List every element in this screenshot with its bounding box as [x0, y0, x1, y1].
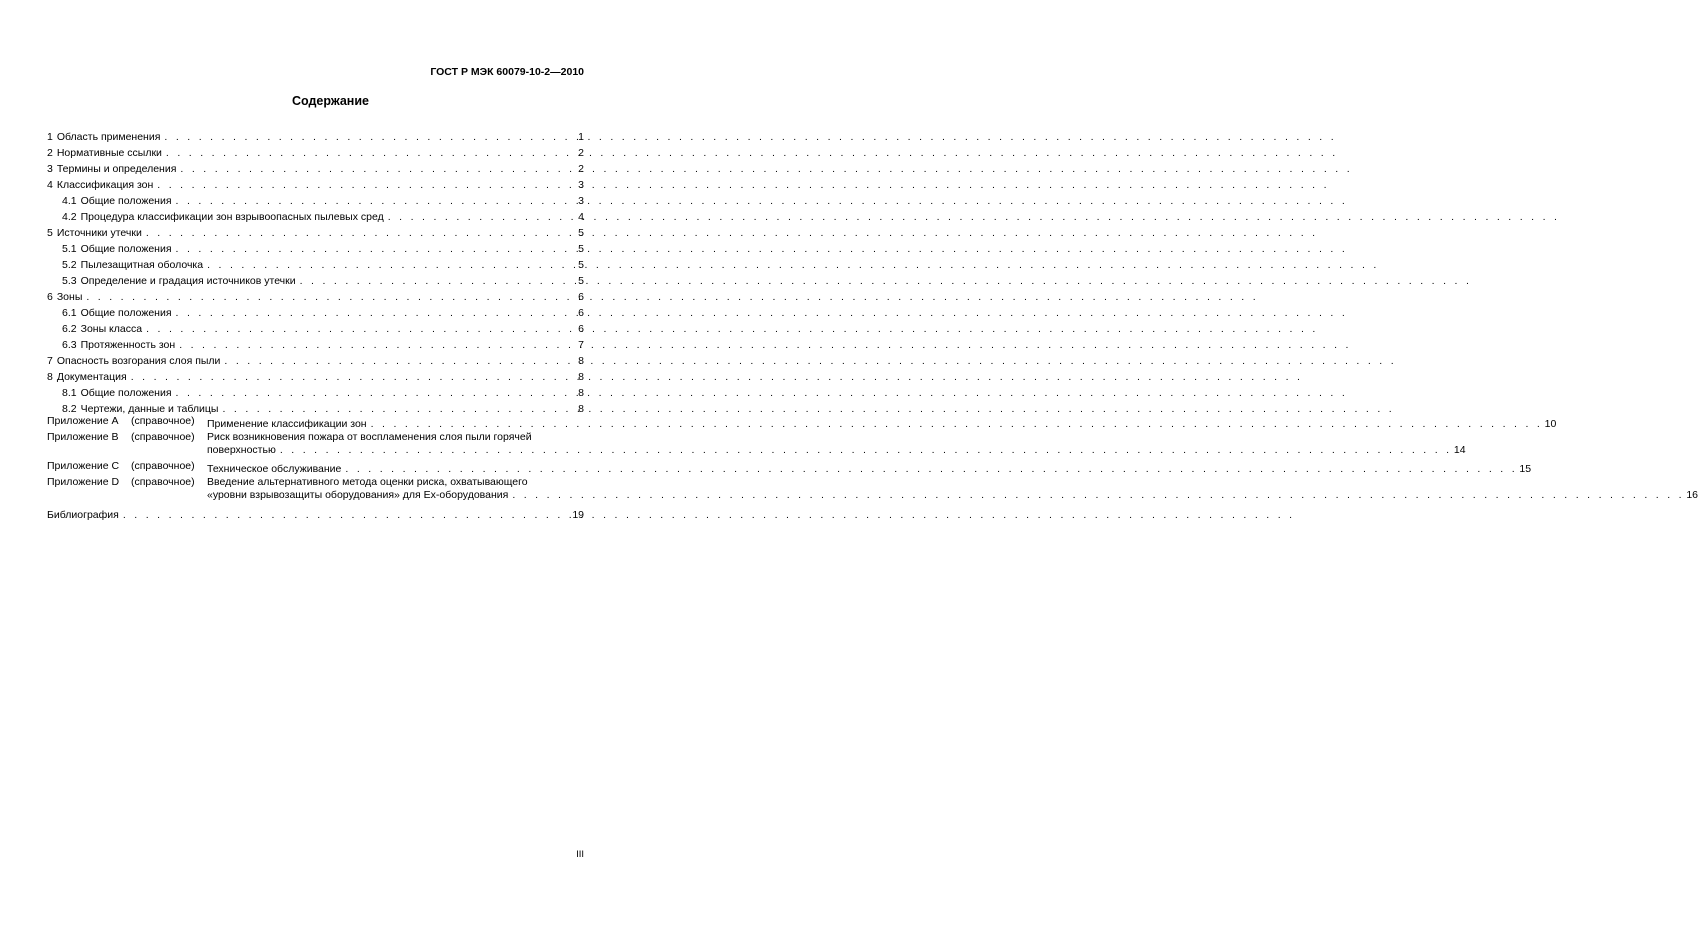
page-ref: 10 [1544, 418, 1557, 430]
leader-dots [371, 418, 1543, 431]
appendix-kind: (справочное) [131, 415, 195, 427]
toc-entry-page: 6 [578, 306, 584, 319]
toc-entry-page: 8 [578, 402, 584, 415]
toc-entry-title: Источники утечки [56, 226, 142, 239]
toc-entry[interactable] [47, 351, 584, 367]
toc-entry-page: 8 [578, 370, 584, 383]
appendix-line [207, 460, 1531, 476]
leader-dots [222, 403, 576, 416]
leader-dots [388, 211, 576, 224]
leader-dots [146, 227, 576, 240]
toc-entry-title: Нормативные ссылки [56, 146, 162, 159]
leader-dots [207, 259, 576, 272]
appendix-line [207, 444, 1466, 457]
toc-entry-number: 4.2 [62, 210, 77, 223]
toc-entry-title: Документация [56, 370, 127, 383]
toc-entry-page: 2 [578, 162, 584, 175]
leader-dots [176, 195, 577, 208]
toc-entry-number: 6.1 [62, 306, 77, 319]
toc-entry-title: Зоны [56, 290, 83, 303]
toc-entry-number: 4 [47, 178, 53, 191]
toc-entry-title: Общие положения [80, 386, 172, 399]
toc-entry-page: 6 [578, 322, 584, 335]
toc-entry-number: 5.1 [62, 242, 77, 255]
toc-entry[interactable] [47, 399, 584, 415]
toc-entry-title: Общие положения [80, 242, 172, 255]
toc-entry[interactable] [47, 207, 584, 223]
leader-dots [224, 355, 576, 368]
toc-entry-title: Процедура классификации зон взрывоопасных пылевых сред [80, 210, 384, 223]
bibliography-title: Библиография [47, 508, 119, 521]
toc-entry-number: 5.3 [62, 274, 77, 287]
page-ref: 15 [1519, 463, 1532, 475]
appendix-body [207, 415, 1556, 431]
appendix-label: Приложение А [47, 415, 119, 427]
leader-dots [300, 275, 577, 288]
toc-entry-number: 8 [47, 370, 53, 383]
page-number: III [576, 849, 584, 860]
toc-entry-title: Классификация зон [56, 178, 154, 191]
toc-entry-title: Опасность возгорания слоя пыли [56, 354, 221, 367]
toc-entry-page: 7 [578, 338, 584, 351]
appendix-title: Техническое обслуживание [207, 463, 342, 475]
leader-dots [176, 307, 577, 320]
leader-dots [123, 509, 570, 522]
leader-dots [86, 291, 576, 304]
toc-entry-title: Область применения [56, 130, 161, 143]
toc-entry-page: 5 [578, 258, 584, 271]
toc-entry-page: 5 [578, 226, 584, 239]
bibliography-entry[interactable] [47, 505, 584, 521]
toc-entry-number: 6.3 [62, 338, 77, 351]
toc-entry[interactable] [47, 191, 584, 207]
appendix-kind: (справочное) [131, 431, 195, 443]
page-ref: 16 [1686, 489, 1698, 501]
leader-dots [280, 444, 1452, 457]
page-title: Содержание [291, 94, 369, 108]
toc-entry-number: 7 [47, 354, 53, 367]
toc-entry[interactable] [47, 335, 584, 351]
leader-dots [157, 179, 576, 192]
toc-sections [47, 127, 584, 415]
leader-dots [176, 243, 577, 256]
toc-entry-title: Определение и градация источников утечки [80, 274, 296, 287]
appendix-line [207, 476, 1698, 489]
leader-dots [345, 463, 1517, 476]
appendix-body [207, 460, 1531, 476]
toc-entry-number: 6 [47, 290, 53, 303]
toc-entry-page: 8 [578, 386, 584, 399]
toc-entry-page: 4 [578, 210, 584, 223]
toc-entry-number: 1 [47, 130, 53, 143]
appendix-body [207, 476, 1698, 505]
leader-dots [179, 339, 576, 352]
toc-entry-page: 8 [578, 354, 584, 367]
toc-entry[interactable] [47, 127, 584, 143]
toc-entry-number: 4.1 [62, 194, 77, 207]
leader-dots [131, 371, 576, 384]
appendix-body [207, 431, 1466, 460]
page-ref: 19 [572, 508, 584, 521]
toc-entry-title: Чертежи, данные и таблицы [80, 402, 219, 415]
appendix-line [207, 431, 1466, 444]
toc-entry[interactable] [47, 271, 584, 287]
toc-entry-page: 2 [578, 146, 584, 159]
appendix-d-entry[interactable] [47, 476, 1698, 505]
toc-entry-number: 3 [47, 162, 53, 175]
toc-entry-number: 5 [47, 226, 53, 239]
appendix-kind: (справочное) [131, 460, 195, 472]
toc-entry-page: 1 [578, 130, 584, 143]
appendix-line [207, 489, 1698, 502]
toc-entry-page: 6 [578, 290, 584, 303]
toc-entry-number: 8.1 [62, 386, 77, 399]
table-of-contents [47, 127, 1698, 521]
toc-entry-title: Термины и определения [56, 162, 177, 175]
appendix-title-cont: поверхностью [207, 444, 276, 456]
appendix-title: Риск возникновения пожара от воспламенения слоя пыли горячей [207, 431, 532, 443]
toc-entry-title: Пылезащитная оболочка [80, 258, 204, 271]
leader-dots [180, 163, 576, 176]
standard-designation: ГОСТ Р МЭК 60079-10-2—2010 [430, 66, 584, 78]
toc-entry[interactable] [47, 319, 584, 335]
leader-dots [166, 147, 576, 160]
toc-entry-number: 6.2 [62, 322, 77, 335]
toc-entry[interactable] [47, 159, 584, 175]
toc-entry[interactable] [47, 223, 584, 239]
toc-entry-page: 5 [578, 274, 584, 287]
toc-entry[interactable] [47, 287, 584, 303]
leader-dots [164, 131, 576, 144]
toc-entry-page: 3 [578, 178, 584, 191]
appendix-b-entry[interactable] [47, 431, 1466, 460]
appendix-a-entry[interactable] [47, 415, 1557, 431]
appendix-title: Введение альтернативного метода оценки риска, охватывающего [207, 476, 528, 488]
appendix-label: Приложение D [47, 476, 120, 488]
toc-entry-number: 2 [47, 146, 53, 159]
toc-entry[interactable] [47, 175, 584, 191]
page-ref: 14 [1453, 444, 1466, 456]
toc-entry[interactable] [47, 303, 584, 319]
appendix-line [207, 415, 1556, 431]
leader-dots [146, 323, 576, 336]
toc-entry[interactable] [47, 143, 584, 159]
toc-entry[interactable] [47, 383, 584, 399]
toc-entry[interactable] [47, 255, 584, 271]
toc-entry-title: Зоны класса [80, 322, 143, 335]
toc-entry-title: Протяженность зон [80, 338, 176, 351]
toc-entry-page: 3 [578, 194, 584, 207]
appendix-label: Приложение В [47, 431, 119, 443]
leader-dots [512, 489, 1684, 502]
toc-entry-number: 8.2 [62, 402, 77, 415]
toc-entry-page: 5 [578, 242, 584, 255]
toc-entry-number: 5.2 [62, 258, 77, 271]
appendix-title: Применение классификации зон [207, 418, 367, 430]
leader-dots [176, 387, 577, 400]
toc-entry-title: Общие положения [80, 306, 172, 319]
toc-entry[interactable] [47, 367, 584, 383]
appendix-c-entry[interactable] [47, 460, 1532, 476]
toc-entry[interactable] [47, 239, 584, 255]
appendix-label: Приложение С [47, 460, 120, 472]
toc-entry-title: Общие положения [80, 194, 172, 207]
appendix-title-cont: «уровни взрывозащиты оборудования» для Ех-оборудования [207, 489, 509, 501]
appendix-kind: (справочное) [131, 476, 195, 488]
